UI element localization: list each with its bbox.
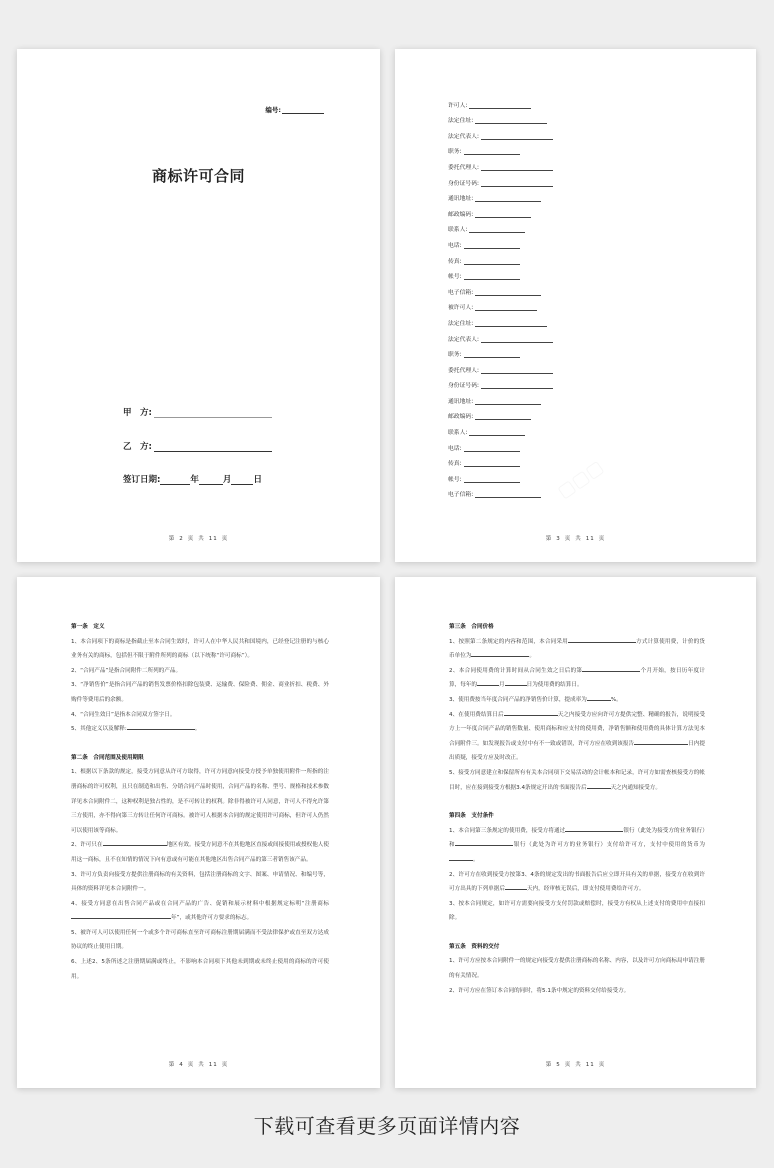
paragraph xyxy=(449,868,705,897)
article-heading: 第二条 合同范围及使用期限 xyxy=(71,754,144,761)
party-field-line xyxy=(481,164,553,171)
page-number-text: 共 xyxy=(198,536,205,542)
party-field-label: 法定住址: xyxy=(448,118,474,125)
party-field-line xyxy=(481,180,553,187)
page-number-text: 第 xyxy=(168,536,176,542)
page-number xyxy=(395,534,756,542)
blank-line xyxy=(477,679,499,686)
party-field-row xyxy=(448,389,553,405)
party-field-label: 电子信箱: xyxy=(448,289,474,296)
day-label: 日 xyxy=(253,475,262,485)
party-field-line xyxy=(464,351,520,358)
party-field-label: 传真: xyxy=(448,461,462,468)
page-number-text: 页 xyxy=(187,1062,195,1068)
party-field-label: 通讯地址: xyxy=(448,398,474,405)
page-number-text: 页 xyxy=(221,1062,229,1068)
contract-number-field xyxy=(265,105,324,114)
party-field-label: 邮政编码: xyxy=(448,211,474,218)
page-number-text: 页 xyxy=(187,536,195,542)
blank-line xyxy=(71,912,171,919)
blank-line xyxy=(565,825,623,832)
paragraph: 3、许可方负责向接受方提供注册商标的有关资料，包括注册商标的文字、图案、申请情况、和编号等，具体的资料详见本合同附件一。 xyxy=(71,871,329,893)
page-number-text: 4 xyxy=(179,1062,184,1068)
paragraph-text: 月 xyxy=(498,682,505,689)
blank-line xyxy=(582,665,640,672)
blank-line xyxy=(127,723,195,730)
sign-date-label: 签订日期: xyxy=(123,475,161,485)
paragraph: 4、“合同生效日”是指本合同双方签字日。 xyxy=(71,711,176,718)
paragraph-text: 4、接受方同意在出售合同产品或在合同产品的广告、促销和展示材料中根据规定标明“注册商标 xyxy=(71,900,329,907)
party-field-label: 电话: xyxy=(448,445,462,452)
party-b-field xyxy=(123,440,272,452)
paragraph: 3、“净销售价”是指合同产品的销售发票价格扣除包装费、运输费、保险费、佣金、商业折扣、税费、外购件等费用后的余额。 xyxy=(71,682,329,703)
page-number-text: 5 xyxy=(556,1062,561,1068)
party-field-label: 帐号: xyxy=(448,476,462,483)
party-field-row xyxy=(448,93,553,109)
paragraph-text: 。 xyxy=(194,726,201,733)
party-field-line xyxy=(475,304,537,311)
day-line xyxy=(231,475,253,485)
paragraph-text: 。 xyxy=(473,856,479,863)
party-field-row xyxy=(448,233,553,249)
blank-line xyxy=(449,854,473,861)
paragraph-text: 天之内接受方应向许可方提供完整、精确的报告，说明接受方上一年度合同产品的销售数量、使用商标和应支付的使用费，净销售额和使用费的具体计算方法见本合同附件三。如发现报告或支付中有不一致或错误，许可方应在收到该报告 xyxy=(449,711,705,747)
article-heading: 第一条 定义 xyxy=(71,624,105,630)
blank-line xyxy=(505,679,527,686)
party-field-label: 委托代理人: xyxy=(448,367,479,374)
paragraph-text: 年”，或其他许可方要求的标志。 xyxy=(171,915,253,922)
party-field-label: 通讯地址: xyxy=(448,196,474,203)
blank-line xyxy=(634,738,688,745)
party-field-row xyxy=(448,155,553,171)
paragraph: 1、本合同项下的商标是指截止至本合同生效时，许可人在中华人民共和国境内，已经登记注册的与核心业务有关的商标，包括但不限于附件所列的商标（以下统称“许可商标”）。 xyxy=(71,638,329,660)
paragraph: 1、许可方应按本合同附件一的规定向接受方提供注册商标的名称、内容，以及许可方向商标局申请注册的有关情况。 xyxy=(449,958,705,980)
party-field-line xyxy=(464,273,520,280)
paragraph xyxy=(71,722,329,737)
page-number xyxy=(17,1060,380,1068)
party-field-line xyxy=(475,195,541,202)
paragraph-text: 方式计算使用费，计价的货币单位为 xyxy=(449,638,705,660)
download-caption[interactable]: 下载可查看更多页面详情内容 xyxy=(253,1114,521,1138)
page-number xyxy=(17,534,380,542)
party-field-line xyxy=(464,445,520,452)
articles-page-5 xyxy=(395,577,756,1088)
paragraph xyxy=(71,838,329,867)
page-number-text: 3 xyxy=(556,536,561,542)
paragraph-text: 日为使用费的结算日。 xyxy=(526,682,583,689)
party-field-row xyxy=(448,265,553,281)
paragraph-text: 3、使用费按当年度合同产品的净销售价计算，提成率为 xyxy=(449,696,587,703)
party-b-line xyxy=(154,442,272,452)
party-field-line xyxy=(469,429,525,436)
paragraph: 1、根据以下条款的规定，接受方同意从许可方取得，许可方同意向接受方授予单独使用附件一所指的注册商标的许可权利，且只在制造和出售、分销合同产品时使用，合同产品的名称、型号、规格和技术参数详见本合同附件二，这种权利是独占性的，是不可转让的权利。除非得被许可人同意，许可人不得允许第三方使用，亦不得向第三方转让任何许可商标。被许可人根据本合同的规定使用许可商标，但许可人仍然可以使用该等商标。 xyxy=(71,769,329,834)
paragraph-text: 5、其他定义以及解释: xyxy=(71,726,127,733)
party-a-label: 甲 方: xyxy=(123,408,152,418)
blank-line xyxy=(587,782,611,789)
paragraph: 2、许可方应在签订本合同的同时，将5.1条中规定的资料交付给接受方。 xyxy=(449,987,630,994)
paragraph-text: 日内提出质疑，接受方应及时改正。 xyxy=(449,740,705,762)
page-number-text: 2 xyxy=(179,536,184,542)
party-a-field xyxy=(123,406,272,418)
party-info-list xyxy=(448,93,553,498)
paragraph-text: 银行（此处为许可方的业务银行）支付给许可方，支付中使用的货币为 xyxy=(513,842,705,849)
party-a-line xyxy=(154,408,272,418)
blank-line xyxy=(471,650,529,657)
sign-date-field xyxy=(123,473,262,485)
paragraph-text: 1、按照第二条规定的内容和范围，本合同采用 xyxy=(449,638,568,645)
party-field-line xyxy=(475,211,531,218)
page-number-text: 页 xyxy=(564,1062,572,1068)
party-field-label: 传真: xyxy=(448,258,462,265)
party-field-row xyxy=(448,405,553,421)
party-field-label: 邮政编码: xyxy=(448,414,474,421)
month-label: 月 xyxy=(222,475,232,485)
blank-line xyxy=(455,839,513,846)
party-field-row xyxy=(448,483,553,499)
paragraph-text: 4、在使用费结算日后 xyxy=(449,711,504,718)
party-field-line xyxy=(475,117,547,124)
party-field-line xyxy=(464,148,520,155)
paragraph-text: 银行（此处为接受方的业务银行）和 xyxy=(449,827,706,849)
party-field-row xyxy=(448,280,553,296)
party-field-line xyxy=(475,398,541,405)
page-number-text: 第 xyxy=(168,1062,176,1068)
paragraph-text: 2、许可只在 xyxy=(71,842,103,849)
paragraph xyxy=(71,897,329,926)
party-field-label: 法定代表人: xyxy=(448,133,479,140)
party-field-row xyxy=(448,140,553,156)
party-field-line xyxy=(475,491,541,498)
page-number-text: 第 xyxy=(545,536,553,542)
page-number-text: 共 xyxy=(575,536,582,542)
paragraph: 6、上述2、5条所述之注册期届满或终止，不影响本合同项下其他未到期或未终止使用的商标的许可使用。 xyxy=(71,959,329,980)
paragraph-text: 地区有效。接受方同意不在其他地区直接或间接使用或授权他人使用这一商标，且不在知情的情况下向有意或有可能在其他地区出售合同产品的第三者销售该产品。 xyxy=(71,842,329,863)
page-number-text: 页 xyxy=(598,536,606,542)
party-field-row xyxy=(448,218,553,234)
blank-line xyxy=(568,636,636,643)
party-field-line xyxy=(481,336,553,343)
party-field-row xyxy=(448,109,553,125)
party-field-row xyxy=(448,296,553,312)
parties-page xyxy=(395,49,756,562)
party-field-row xyxy=(448,202,553,218)
party-field-line xyxy=(481,133,553,140)
party-field-row xyxy=(448,358,553,374)
party-field-row xyxy=(448,374,553,390)
page-number-text: 页 xyxy=(221,536,229,542)
party-field-line xyxy=(464,460,520,467)
page-number-text: 第 xyxy=(545,1062,553,1068)
page-number-text: 页 xyxy=(564,536,572,542)
article-heading: 第三条 合同价格 xyxy=(449,624,494,630)
paragraph xyxy=(449,693,705,708)
paragraph-text: %。 xyxy=(610,696,622,703)
paragraph-text: 5、接受方同意建立和保留所有有关本合同项下交易活动的会计帐本和记录，许可方如需查核接受方的帐目时，应在接到接受方根据3.4条规定开出的书面报告后 xyxy=(449,769,705,791)
month-line xyxy=(199,475,223,485)
party-field-label: 职务: xyxy=(448,149,462,156)
party-field-label: 电子信箱: xyxy=(448,492,474,499)
party-field-label: 法定代表人: xyxy=(448,336,479,343)
party-field-row xyxy=(448,327,553,343)
party-field-row xyxy=(448,467,553,483)
year-line xyxy=(160,475,190,485)
paragraph-text: 。 xyxy=(529,653,535,660)
watermark xyxy=(554,456,608,502)
paragraph: 3、按本合同规定，如许可方需要向接受方支付罚款或赔偿时，接受方有权从上述支付的费用中直接扣除。 xyxy=(449,900,705,922)
party-field-row xyxy=(448,452,553,468)
blank-line xyxy=(587,694,611,701)
paragraph xyxy=(449,766,705,795)
party-field-line xyxy=(469,102,531,109)
blank-line xyxy=(505,883,527,890)
party-field-line xyxy=(475,413,531,420)
party-field-line xyxy=(464,476,520,483)
paragraph xyxy=(449,664,705,693)
paragraph: 5、被许可人可以使用任何一个或多个许可商标直至许可商标注册期届满而不受法律保护或直至双方达成协议的终止使用日期。 xyxy=(71,929,329,951)
paragraph xyxy=(449,635,705,664)
party-field-row xyxy=(448,171,553,187)
party-field-row xyxy=(448,343,553,359)
party-field-row xyxy=(448,311,553,327)
spacer xyxy=(449,926,705,940)
paragraph-text: 2、本合同使用费的计算时间从合同生效之日后的第 xyxy=(449,667,583,674)
blank-line xyxy=(103,839,167,846)
page-number-text: 11 xyxy=(208,1062,218,1068)
paragraph-text: 2、许可方在收到接受方按第3、4条的规定发出的书面报告后应立即开具有关的单据，接受方在收到许可方出具的下列单据后 xyxy=(449,871,705,893)
party-field-label: 法定住址: xyxy=(448,320,474,327)
page-number-text: 11 xyxy=(208,536,218,542)
party-field-line xyxy=(475,320,547,327)
spacer xyxy=(449,795,705,809)
page-number-text: 页 xyxy=(598,1062,606,1068)
paragraph xyxy=(449,824,705,868)
page-number-text: 共 xyxy=(575,1062,582,1068)
article-heading: 第五条 资料的交付 xyxy=(449,943,500,950)
paragraph-text: 天内，经审核无误后，即支付使用费给许可方。 xyxy=(526,886,645,893)
party-field-label: 被许可人: xyxy=(448,305,474,312)
page-number xyxy=(395,1060,756,1068)
page-number-text: 11 xyxy=(585,536,595,542)
party-field-line xyxy=(464,242,520,249)
party-field-label: 身份证号码: xyxy=(448,180,479,187)
articles-page-4 xyxy=(17,577,380,1088)
spacer xyxy=(71,737,329,751)
party-field-line xyxy=(475,289,541,296)
page-number-text: 11 xyxy=(585,1062,595,1068)
cover-page xyxy=(17,49,380,562)
paragraph: 2、“合同产品”是指合同附件二所列的产品。 xyxy=(71,667,182,674)
article-heading: 第四条 支付条件 xyxy=(449,813,494,820)
number-line xyxy=(282,106,324,114)
party-field-row xyxy=(448,124,553,140)
party-field-label: 联系人: xyxy=(448,227,468,234)
party-field-label: 委托代理人: xyxy=(448,164,479,171)
party-field-label: 电话: xyxy=(448,242,462,249)
document-title: 商标许可合同 xyxy=(151,167,245,185)
page-body xyxy=(449,620,705,998)
party-field-line xyxy=(464,258,520,265)
page-body xyxy=(71,620,329,984)
paragraph-text: 天之内通知接受方。 xyxy=(610,784,661,791)
party-field-line xyxy=(481,367,553,374)
party-b-label: 乙 方: xyxy=(123,442,152,452)
party-field-label: 帐号: xyxy=(448,274,462,281)
blank-line xyxy=(504,709,558,716)
party-field-row xyxy=(448,187,553,203)
party-field-line xyxy=(481,382,553,389)
party-field-line xyxy=(469,226,525,233)
party-field-row xyxy=(448,420,553,436)
party-field-row xyxy=(448,249,553,265)
party-field-label: 职务: xyxy=(448,352,462,359)
number-label: 编号: xyxy=(265,106,281,114)
party-field-label: 联系人: xyxy=(448,430,468,437)
paragraph-text: 个月开始，按日历年度计算，每年的 xyxy=(449,667,705,689)
year-label: 年 xyxy=(190,475,199,485)
party-field-label: 许可人: xyxy=(448,102,468,109)
party-field-label: 身份证号码: xyxy=(448,383,479,390)
page-number-text: 共 xyxy=(198,1062,205,1068)
paragraph xyxy=(449,708,705,766)
party-field-row xyxy=(448,436,553,452)
paragraph-text: 1、本合同第三条规定的使用费，接受方将通过 xyxy=(449,827,566,834)
